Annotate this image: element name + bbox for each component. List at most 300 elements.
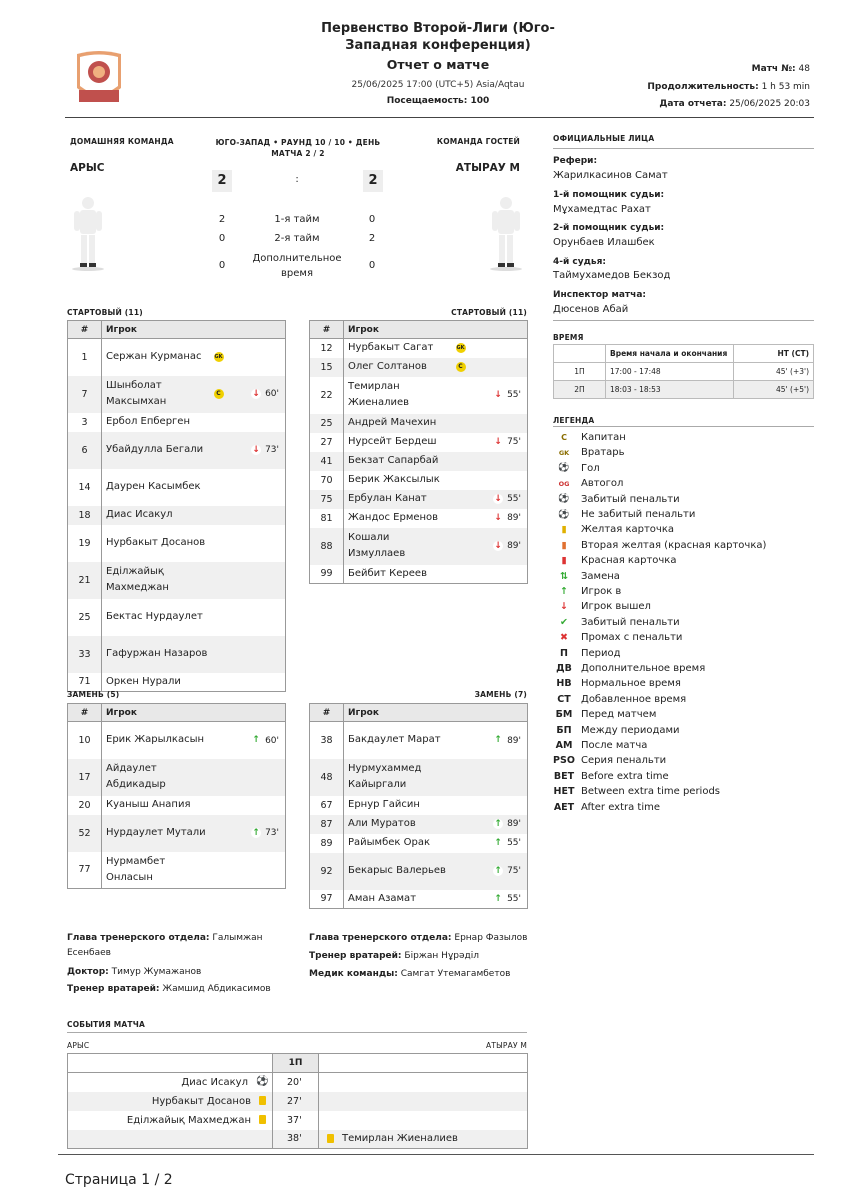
player-number: 25: [68, 599, 102, 636]
player-number: 10: [68, 722, 102, 759]
player-event: [230, 506, 286, 525]
player-name: Нурбакыт Досанов: [106, 537, 206, 548]
event-home: [68, 1130, 273, 1149]
player-number: 18: [68, 506, 102, 525]
goal-icon: ⚽: [256, 1075, 269, 1087]
player-badge: [450, 471, 472, 490]
event-player: Еділжайық Махмеджан: [126, 1114, 251, 1126]
player-badge: [208, 432, 230, 469]
legend-label: Капитан: [581, 432, 626, 443]
player-event: [230, 469, 286, 506]
legend-symbol: ▮: [561, 539, 567, 551]
player-row: [68, 376, 286, 413]
legend-symbol: ⚽: [558, 509, 570, 520]
player-event: [472, 414, 528, 433]
event-player: Диас Исакул: [181, 1076, 248, 1088]
player-number: 21: [68, 562, 102, 599]
player-name: Сержан Курманас: [106, 351, 202, 363]
player-number: 92: [310, 853, 344, 890]
player-header: Игрок: [344, 704, 528, 722]
player-event: [230, 636, 286, 673]
player-event: [472, 853, 528, 890]
home-period-2: 0: [218, 233, 226, 244]
home-staff-head-coach: Глава тренерского отдела: Галымжан Есенбаев: [67, 933, 263, 958]
player-name: Куаныш Анапия: [106, 799, 191, 810]
num-header: #: [310, 704, 344, 722]
legend-item: [553, 584, 621, 599]
player-row: [68, 815, 286, 852]
legend-item: [553, 553, 676, 568]
player-number: 71: [68, 673, 102, 692]
player-name: Жандос Ерменов: [348, 512, 439, 523]
away-staff-gk-coach: Тренер вратарей: Біржан Нұрәділ: [309, 951, 479, 961]
player-number: 87: [310, 815, 344, 834]
fourth-official-name: Таймухамедов Бекзод: [553, 270, 671, 281]
player-name: Нурдаулет Мутали: [106, 827, 206, 838]
home-period-et: 0: [218, 260, 226, 271]
player-name: Нурмамбет Онласын: [106, 855, 166, 883]
player-header: Игрок: [102, 704, 286, 722]
legend-label: Игрок в: [581, 586, 622, 597]
substitution-minute: 55': [507, 390, 521, 401]
events-table: [67, 1053, 528, 1149]
player-name: Даурен Касымбек: [106, 481, 201, 492]
yellow-card-icon: [259, 1115, 266, 1124]
legend-item: [553, 538, 766, 553]
period-2-label: 2-я тайм: [274, 233, 320, 244]
legend-label: Вратарь: [581, 447, 625, 459]
player-row: [310, 759, 528, 796]
legend-symbol: BET: [553, 770, 575, 782]
player-number: 38: [310, 722, 344, 759]
time-range: 18:03 - 18:53: [606, 381, 734, 399]
time-ht: 45' (+5'): [734, 381, 814, 399]
player-row: [310, 339, 528, 358]
events-period-header: 1П: [273, 1054, 319, 1073]
home-kit-figure: [70, 195, 106, 271]
player-row: [310, 414, 528, 433]
legend-label: После матча: [581, 740, 648, 751]
player-name: Аман Азамат: [348, 892, 417, 904]
player-name: Оркен Нурали: [106, 675, 181, 687]
legend-symbol: П: [560, 647, 568, 659]
substitution-minute: 55': [507, 838, 521, 849]
event-away: [319, 1111, 528, 1130]
player-number: 14: [68, 469, 102, 506]
header-divider: [65, 117, 814, 118]
legend-symbol: БП: [556, 724, 572, 736]
player-row: [310, 815, 528, 834]
time-range-header: Время начала и окончания: [606, 345, 734, 363]
player-number: 70: [310, 471, 344, 490]
player-out-icon: ↓: [252, 388, 260, 399]
home-start-title: СТАРТОВЫЙ (11): [67, 308, 143, 317]
legend-label: Замена: [581, 570, 620, 582]
player-name: Ернур Гайсин: [348, 799, 420, 810]
events-home-team: АРЫС: [67, 1041, 90, 1050]
player-name: Бектас Нурдаулет: [106, 611, 203, 622]
player-event: [230, 562, 286, 599]
substitution-minute: 75': [507, 437, 521, 448]
player-out-icon: ↓: [494, 436, 502, 447]
event-row: [68, 1092, 528, 1111]
substitution-minute: 75': [507, 866, 521, 877]
player-name: Шынболат Максымхан: [106, 380, 167, 407]
player-row: [310, 490, 528, 509]
home-staff-doctor: Доктор: Тимур Жумажанов: [67, 967, 202, 977]
legend-symbol: ▮: [561, 524, 567, 536]
time-ht-header: HT (CT): [734, 345, 814, 363]
report-title: Первенство Второй-Лиги (Юго-Западная конференция): [321, 21, 555, 53]
player-row: [68, 759, 286, 796]
time-title: ВРЕМЯ: [553, 333, 584, 342]
away-period-1: 0: [368, 214, 376, 225]
player-badge: [450, 796, 472, 815]
player-event: [472, 452, 528, 471]
legend-item: [553, 615, 680, 630]
legend-item: [553, 784, 720, 799]
substitution-minute: 89': [507, 541, 521, 552]
legend-symbol: ✔: [560, 616, 568, 628]
player-event: [472, 471, 528, 490]
player-row: [68, 339, 286, 376]
player-badge: [450, 565, 472, 584]
referee-label: Рефери:: [553, 156, 598, 166]
player-out-icon: ↓: [494, 493, 502, 504]
event-minute: 27': [273, 1092, 319, 1111]
legend-symbol: НВ: [556, 678, 572, 690]
num-header: #: [68, 704, 102, 722]
home-team-name: АРЫС: [70, 162, 105, 174]
away-start-title: СТАРТОВЫЙ (11): [451, 308, 527, 317]
player-event: [230, 339, 286, 376]
legend-item: [553, 476, 623, 491]
player-out-icon: ↓: [494, 389, 502, 400]
away-kit-figure: [488, 195, 524, 271]
assistant-1-name: Мұхамедтас Рахат: [553, 204, 651, 215]
player-badge: [450, 414, 472, 433]
player-badge: [208, 506, 230, 525]
player-row: [68, 599, 286, 636]
legend-label: Забитый пенальти: [581, 493, 680, 505]
player-number: 1: [68, 339, 102, 376]
period-1-label: 1-я тайм: [274, 214, 320, 225]
substitution-minute: 89': [507, 819, 521, 830]
inspector-label: Инспектор матча:: [553, 290, 646, 300]
legend-label: Игрок вышел: [581, 601, 651, 613]
player-row: [310, 509, 528, 528]
player-in-icon: ↑: [494, 837, 502, 848]
player-badge: [208, 469, 230, 506]
player-event: [472, 528, 528, 565]
legend-symbol: БМ: [555, 709, 573, 721]
legend-label: After extra time: [581, 801, 661, 813]
home-label: ДОМАШНЯЯ КОМАНДА: [70, 137, 174, 146]
player-number: 89: [310, 834, 344, 853]
legend-label: Период: [581, 647, 621, 659]
player-badge: [208, 525, 230, 562]
event-away: [319, 1073, 528, 1092]
legend-divider: [553, 426, 814, 427]
player-name: Бейбит Кереев: [348, 567, 427, 579]
player-row: [310, 433, 528, 452]
legend-label: Автогол: [581, 478, 624, 490]
player-number: 25: [310, 414, 344, 433]
player-badge: [208, 599, 230, 636]
player-name: Райымбек Орак: [348, 837, 431, 848]
match-number: Матч №: 48: [751, 64, 810, 74]
report-date: Дата отчета: 25/06/2025 20:03: [659, 99, 810, 109]
event-row: [68, 1130, 528, 1149]
player-badge: [208, 759, 230, 796]
player-row: [68, 636, 286, 673]
player-row: [310, 565, 528, 584]
officials-title: ОФИЦИАЛЬНЫЕ ЛИЦА: [553, 134, 655, 143]
assistant-2-label: 2-й помощник судьи:: [553, 223, 665, 233]
event-away: [319, 1092, 528, 1111]
yellow-card-icon: [327, 1134, 334, 1143]
player-event: [230, 796, 286, 815]
player-name: Еділжайық Махмеджан: [106, 566, 169, 593]
player-event: [472, 490, 528, 509]
home-subs-title: ЗАМЕНЬ (5): [67, 690, 120, 699]
player-badge: [450, 377, 472, 414]
away-period-2: 2: [368, 233, 376, 244]
player-row: [68, 673, 286, 692]
player-row: [310, 358, 528, 377]
time-range: 17:00 - 17:48: [606, 363, 734, 381]
player-row: [310, 377, 528, 414]
home-score: 2: [212, 170, 232, 192]
player-event: [230, 673, 286, 692]
time-row: [554, 381, 814, 399]
legend-item: [553, 461, 600, 476]
legend-label: Промах с пенальти: [581, 632, 683, 644]
player-number: 15: [310, 358, 344, 377]
player-event: [230, 599, 286, 636]
event-row: [68, 1073, 528, 1092]
legend-label: Забитый пенальти: [581, 616, 680, 628]
player-name: Айдаулет Абдикадыр: [106, 763, 166, 790]
legend-symbol: АМ: [555, 740, 573, 751]
player-badge: [450, 528, 472, 565]
player-number: 22: [310, 377, 344, 414]
assistant-1-label: 1-й помощник судьи:: [553, 190, 665, 200]
player-in-icon: ↑: [252, 827, 260, 838]
player-number: 88: [310, 528, 344, 565]
player-in-icon: ↑: [494, 818, 502, 829]
player-row: [68, 852, 286, 889]
legend-item: [553, 599, 651, 614]
player-event: [472, 834, 528, 853]
player-name: Гафуржан Назаров: [106, 648, 208, 659]
player-number: 97: [310, 890, 344, 909]
player-number: 17: [68, 759, 102, 796]
player-number: 52: [68, 815, 102, 852]
player-row: [310, 853, 528, 890]
player-number: 67: [310, 796, 344, 815]
match-datetime: 25/06/2025 17:00 (UTC+5) Asia/Aqtau: [351, 80, 525, 90]
score-separator: :: [295, 174, 299, 185]
substitution-minute: 60': [265, 735, 279, 746]
player-out-icon: ↓: [252, 444, 260, 455]
player-event: [472, 358, 528, 377]
legend-symbol: ↓: [560, 601, 568, 613]
player-badge: [450, 358, 472, 377]
player-header: Игрок: [344, 321, 528, 339]
player-badge: [208, 636, 230, 673]
away-label: КОМАНДА ГОСТЕЙ: [436, 137, 520, 146]
player-name: Ербол Епберген: [106, 416, 190, 427]
legend-symbol: AET: [553, 801, 575, 813]
legend-item: [553, 507, 695, 522]
legend-item: [553, 738, 647, 753]
officials-bottom-divider: [553, 320, 814, 321]
player-event: [472, 722, 528, 759]
player-event: [230, 376, 286, 413]
player-row: [310, 890, 528, 909]
player-badge: [450, 722, 472, 759]
player-name: Ерик Жарылкасын: [106, 734, 205, 746]
event-minute: 37': [273, 1111, 319, 1130]
player-row: [310, 796, 528, 815]
substitution-minute: 89': [507, 513, 521, 524]
player-badge: [450, 509, 472, 528]
legend-label: Before extra time: [581, 770, 669, 782]
player-row: [310, 452, 528, 471]
events-blank-header: [68, 1054, 273, 1073]
fourth-official-label: 4-й судья:: [553, 257, 606, 267]
legend-item: [553, 692, 686, 707]
player-badge: [208, 673, 230, 692]
away-subs-title: ЗАМЕНЬ (7): [474, 690, 527, 699]
legend-label: Перед матчем: [581, 709, 657, 721]
player-badge: [208, 796, 230, 815]
player-in-icon: ↑: [494, 865, 502, 876]
player-badge: [208, 722, 230, 759]
player-in-icon: ↑: [494, 893, 502, 904]
time-row: [554, 363, 814, 381]
home-subs-table: [67, 703, 286, 889]
player-header: Игрок: [102, 321, 286, 339]
legend-symbol: ⚽: [558, 463, 570, 474]
player-event: [472, 796, 528, 815]
legend-item: [553, 676, 681, 691]
report-subtitle: Отчет о матче: [386, 57, 490, 72]
player-row: [310, 834, 528, 853]
events-title: СОБЫТИЯ МАТЧА: [67, 1020, 145, 1029]
footer-divider: [58, 1154, 814, 1155]
player-name: Берик Жаксылык: [348, 474, 440, 485]
player-number: 77: [68, 852, 102, 889]
events-divider: [67, 1032, 527, 1033]
event-home: [68, 1073, 273, 1092]
league-logo: [74, 50, 124, 106]
player-event: [230, 852, 286, 889]
player-number: 75: [310, 490, 344, 509]
legend-item: [553, 661, 705, 676]
player-badge: [450, 853, 472, 890]
player-name: Нурбакыт Сагат: [348, 342, 434, 354]
player-badge: [450, 834, 472, 853]
player-row: [68, 469, 286, 506]
player-badge: [208, 339, 230, 376]
legend-symbol: ДВ: [556, 663, 572, 674]
officials-divider: [553, 148, 814, 149]
player-badge: [450, 890, 472, 909]
away-score: 2: [363, 170, 383, 192]
player-event: [230, 413, 286, 432]
event-minute: 38': [273, 1130, 319, 1149]
time-table: [553, 344, 814, 399]
player-number: 6: [68, 432, 102, 469]
legend-symbol: GK: [558, 448, 570, 457]
player-badge: [208, 852, 230, 889]
player-row: [68, 525, 286, 562]
player-number: 20: [68, 796, 102, 815]
player-number: 19: [68, 525, 102, 562]
player-name: Диас Исакул: [106, 509, 173, 520]
player-row: [68, 796, 286, 815]
legend-item: [553, 800, 660, 815]
legend-symbol: ↑: [560, 586, 568, 597]
player-event: [230, 432, 286, 469]
round-info: ЮГО-ЗАПАД • РАУНД 10 / 10 • ДЕНЬ МАТЧА 2 / 2: [215, 138, 381, 158]
event-row: [68, 1111, 528, 1130]
legend-symbol: HET: [553, 786, 575, 798]
goalkeeper-icon: GK: [214, 353, 223, 360]
legend-label: Красная карточка: [581, 555, 677, 567]
player-number: 7: [68, 376, 102, 413]
event-home: [68, 1111, 273, 1130]
away-period-et: 0: [368, 260, 376, 271]
legend-label: Желтая карточка: [581, 524, 674, 536]
player-name: Убайдулла Бегали: [106, 444, 204, 455]
legend-item: [553, 630, 682, 645]
away-staff-medic: Медик команды: Самгат Утемагамбетов: [309, 969, 511, 979]
substitution-minute: 89': [507, 735, 521, 746]
num-header: #: [68, 321, 102, 339]
player-name: Бекзат Сапарбай: [348, 455, 439, 466]
player-name: Андрей Мачехин: [348, 417, 437, 428]
home-period-1: 2: [218, 214, 226, 225]
player-number: 81: [310, 509, 344, 528]
legend-item: [553, 430, 626, 445]
home-staff: [67, 931, 277, 997]
player-badge: [208, 413, 230, 432]
player-event: [230, 759, 286, 796]
player-event: [472, 377, 528, 414]
duration: Продолжительность: 1 h 53 min: [647, 82, 810, 92]
player-number: 12: [310, 339, 344, 358]
player-name: Нурсейт Бердеш: [348, 436, 437, 447]
player-event: [230, 722, 286, 759]
player-badge: [450, 452, 472, 471]
legend-label: Дополнительное время: [581, 663, 706, 674]
captain-icon: C: [214, 389, 224, 399]
home-staff-gk-coach: Тренер вратарей: Жамшид Абдикасимов: [67, 984, 271, 994]
substitution-minute: 55': [507, 894, 521, 904]
substitution-minute: 60': [265, 389, 279, 400]
legend-item: [553, 753, 666, 768]
player-badge: [450, 490, 472, 509]
player-event: [472, 565, 528, 584]
legend-symbol: OG: [558, 479, 570, 488]
player-badge: [450, 339, 472, 358]
player-row: [68, 722, 286, 759]
player-name: Али Муратов: [348, 818, 416, 829]
legend-label: Между периодами: [581, 724, 680, 736]
